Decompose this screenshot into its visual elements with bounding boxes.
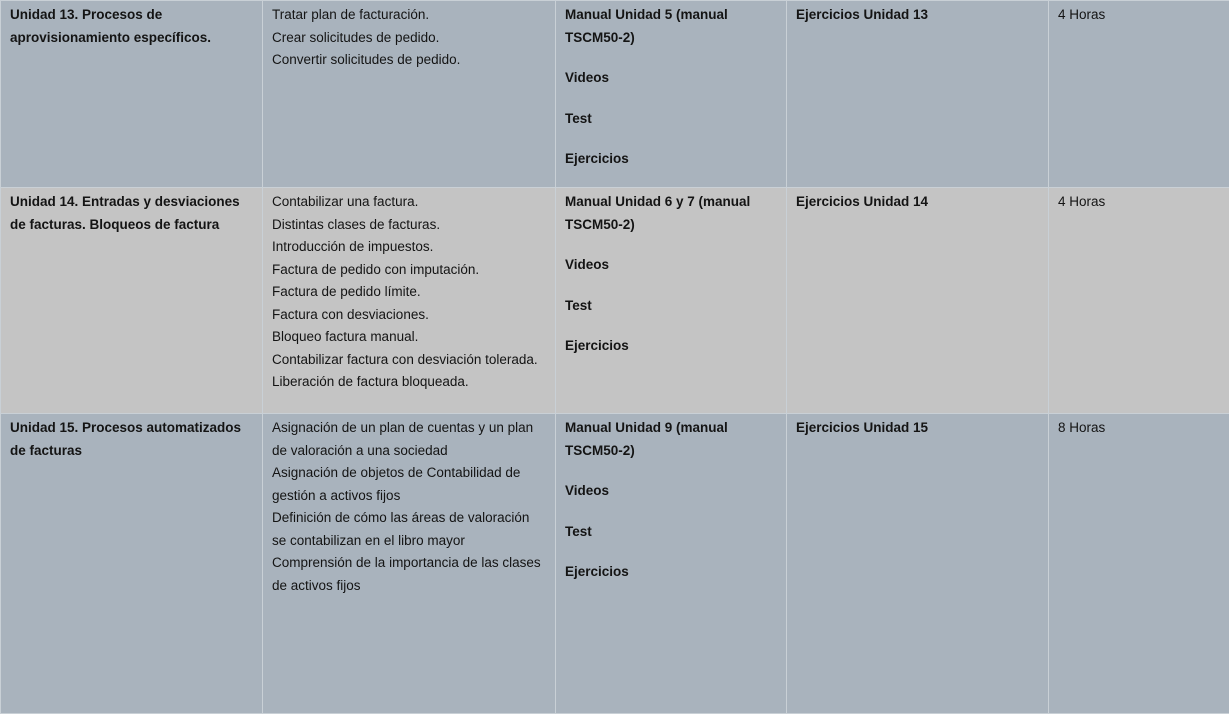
resource-exercises: Ejercicios <box>565 561 778 584</box>
topic-item: Convertir solicitudes de pedido. <box>272 49 547 72</box>
resource-videos: Videos <box>565 480 778 503</box>
table-row <box>1 188 1229 414</box>
topic-item: Distintas clases de facturas. <box>272 214 547 237</box>
exercises-label: Ejercicios Unidad 14 <box>796 194 928 209</box>
exercises-label: Ejercicios Unidad 15 <box>796 420 928 435</box>
resource-exercises: Ejercicios <box>565 335 778 358</box>
table-row <box>1 414 1229 714</box>
topic-item: Asignación de un plan de cuentas y un plan de valoración a una sociedad <box>272 417 547 462</box>
topic-item: Contabilizar factura con desviación tolerada. <box>272 349 547 372</box>
manual-reference: Manual Unidad 9 (manual TSCM50-2) <box>565 417 778 462</box>
topics-cell <box>263 1 556 188</box>
resource-test: Test <box>565 295 778 318</box>
topic-item: Tratar plan de facturación. <box>272 4 547 27</box>
resources-cell <box>556 188 787 414</box>
resource-test: Test <box>565 108 778 131</box>
resource-videos: Videos <box>565 254 778 277</box>
unit-title: Unidad 15. Procesos automatizados de facturas <box>10 420 241 458</box>
topic-item: Asignación de objetos de Contabilidad de gestión a activos fijos <box>272 462 547 507</box>
unit-title: Unidad 14. Entradas y desviaciones de facturas. Bloqueos de factura <box>10 194 240 232</box>
topic-item: Definición de cómo las áreas de valoración se contabilizan en el libro mayor <box>272 507 547 552</box>
exercises-cell <box>787 1 1049 188</box>
hours-value: 8 Horas <box>1058 420 1105 435</box>
table-row <box>1 1 1229 188</box>
topics-cell <box>263 188 556 414</box>
manual-reference: Manual Unidad 6 y 7 (manual TSCM50-2) <box>565 191 778 236</box>
hours-cell <box>1049 188 1229 414</box>
resource-exercises: Ejercicios <box>565 148 778 171</box>
unit-cell <box>1 414 263 714</box>
unit-cell <box>1 188 263 414</box>
unit-title: Unidad 13. Procesos de aprovisionamiento específicos. <box>10 7 211 45</box>
topic-item: Factura de pedido con imputación. <box>272 259 547 282</box>
resources-cell <box>556 1 787 188</box>
exercises-cell <box>787 414 1049 714</box>
exercises-cell <box>787 188 1049 414</box>
resources-cell <box>556 414 787 714</box>
topics-cell <box>263 414 556 714</box>
topic-item: Factura de pedido límite. <box>272 281 547 304</box>
topic-item: Factura con desviaciones. <box>272 304 547 327</box>
unit-cell <box>1 1 263 188</box>
manual-reference: Manual Unidad 5 (manual TSCM50-2) <box>565 4 778 49</box>
hours-value: 4 Horas <box>1058 7 1105 22</box>
resource-test: Test <box>565 521 778 544</box>
topic-item: Comprensión de la importancia de las clases de activos fijos <box>272 552 547 597</box>
hours-cell <box>1049 1 1229 188</box>
topic-item: Introducción de impuestos. <box>272 236 547 259</box>
resource-videos: Videos <box>565 67 778 90</box>
topic-item: Bloqueo factura manual. <box>272 326 547 349</box>
topic-item: Liberación de factura bloqueada. <box>272 371 547 394</box>
exercises-label: Ejercicios Unidad 13 <box>796 7 928 22</box>
topic-item: Crear solicitudes de pedido. <box>272 27 547 50</box>
hours-value: 4 Horas <box>1058 194 1105 209</box>
topic-item: Contabilizar una factura. <box>272 191 547 214</box>
hours-cell <box>1049 414 1229 714</box>
